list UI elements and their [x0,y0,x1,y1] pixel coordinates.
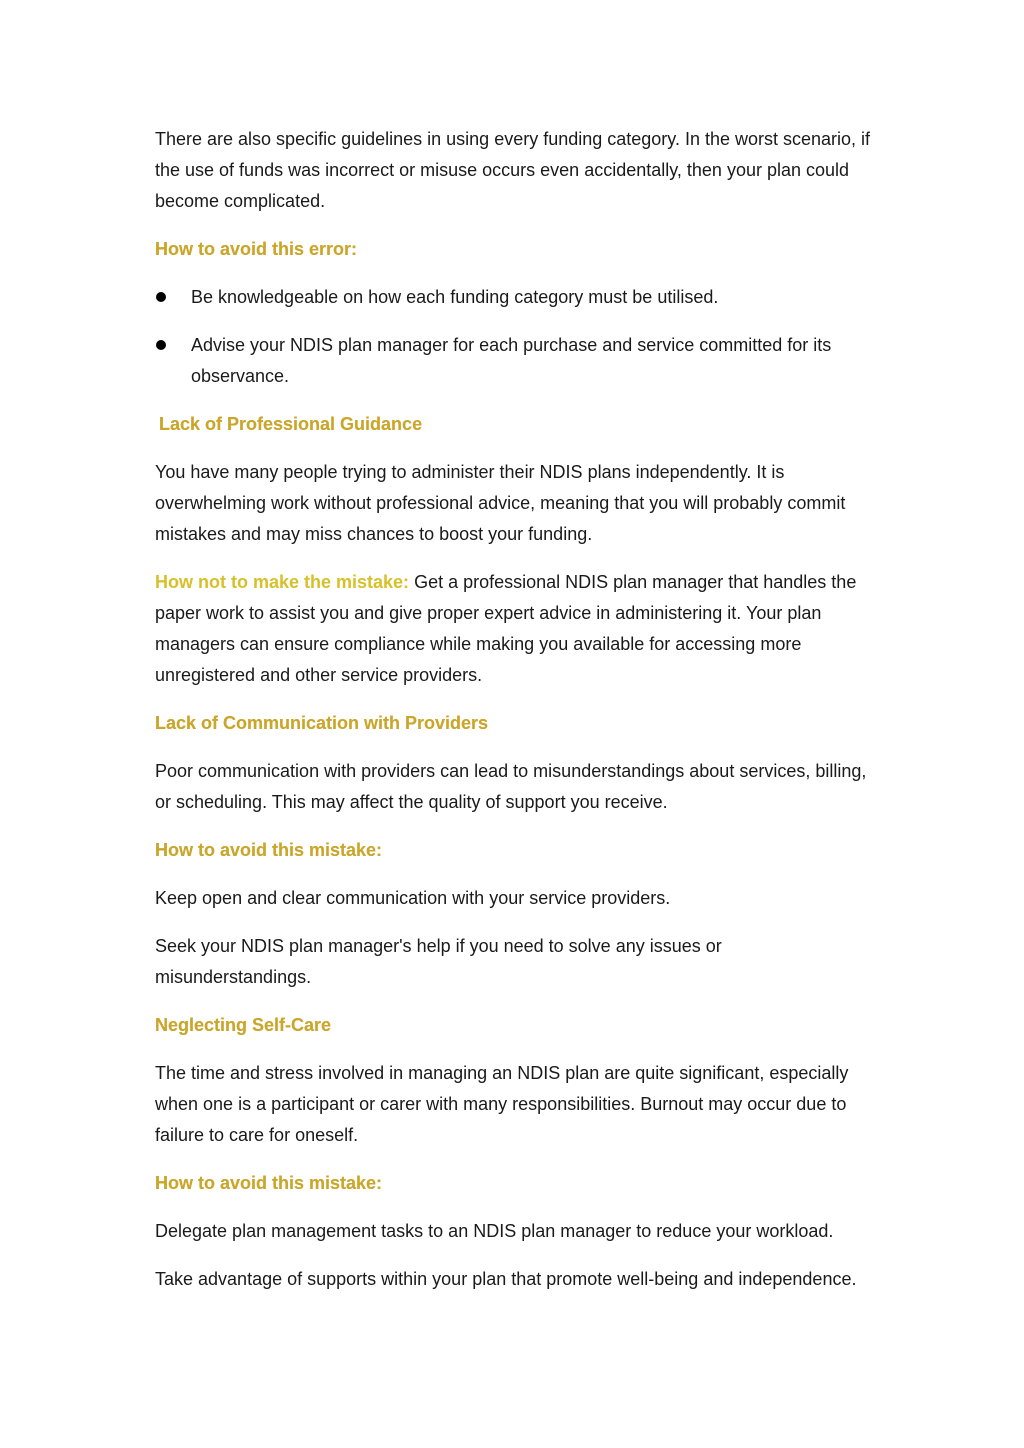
section-heading-communication: Lack of Communication with Providers [155,708,875,739]
subheading-avoid-mistake: How to avoid this mistake: [155,1168,875,1199]
inline-text: Get a professional NDIS plan manager that handles the paper work to assist you and give proper expert advice in administering it. Your plan managers can ensure compliance while making you available for accessing more unregistered and other service providers. [155,572,857,685]
list-item [155,330,875,392]
section-heading-self-care: Neglecting Self-Care [155,1010,875,1041]
communication-paragraph: Poor communication with providers can lead to misunderstandings about services, billing, or scheduling. This may affect the quality of support you receive. [155,761,867,812]
how-not-to-paragraph [155,567,875,691]
bullet-list [155,282,875,392]
list-item [155,282,875,313]
list-item-text: Be knowledgeable on how each funding category must be utilised. [191,287,719,307]
bullet-icon [156,292,166,302]
section-heading-avoid-error: How to avoid this error: [155,234,875,265]
professional-guidance-paragraph: You have many people trying to administer their NDIS plans independently. It is overwhelming work without professional advice, meaning that you will probably commit mistakes and may miss chances to boost your funding. [155,462,846,544]
self-care-tip: Take advantage of supports within your plan that promote well-being and independence. [155,1269,857,1289]
communication-tip: Keep open and clear communication with your service providers. [155,888,671,908]
self-care-tip: Delegate plan management tasks to an NDIS plan manager to reduce your workload. [155,1221,834,1241]
list-item-text: Advise your NDIS plan manager for each purchase and service committed for its observance. [191,335,832,386]
subheading-avoid-mistake: How to avoid this mistake: [155,835,875,866]
inline-heading: How not to make the mistake: [155,572,410,592]
section-heading-professional-guidance: Lack of Professional Guidance [155,409,875,440]
communication-tip: Seek your NDIS plan manager's help if you need to solve any issues or misunderstandings. [155,936,722,987]
document-page [155,124,875,1312]
bullet-icon [156,340,166,350]
intro-paragraph: There are also specific guidelines in using every funding category. In the worst scenario, if the use of funds was incorrect or misuse occurs even accidentally, then your plan could become complicated. [155,129,871,211]
self-care-paragraph: The time and stress involved in managing an NDIS plan are quite significant, especially when one is a participant or carer with many responsibilities. Burnout may occur due to failure to care for oneself. [155,1063,849,1145]
